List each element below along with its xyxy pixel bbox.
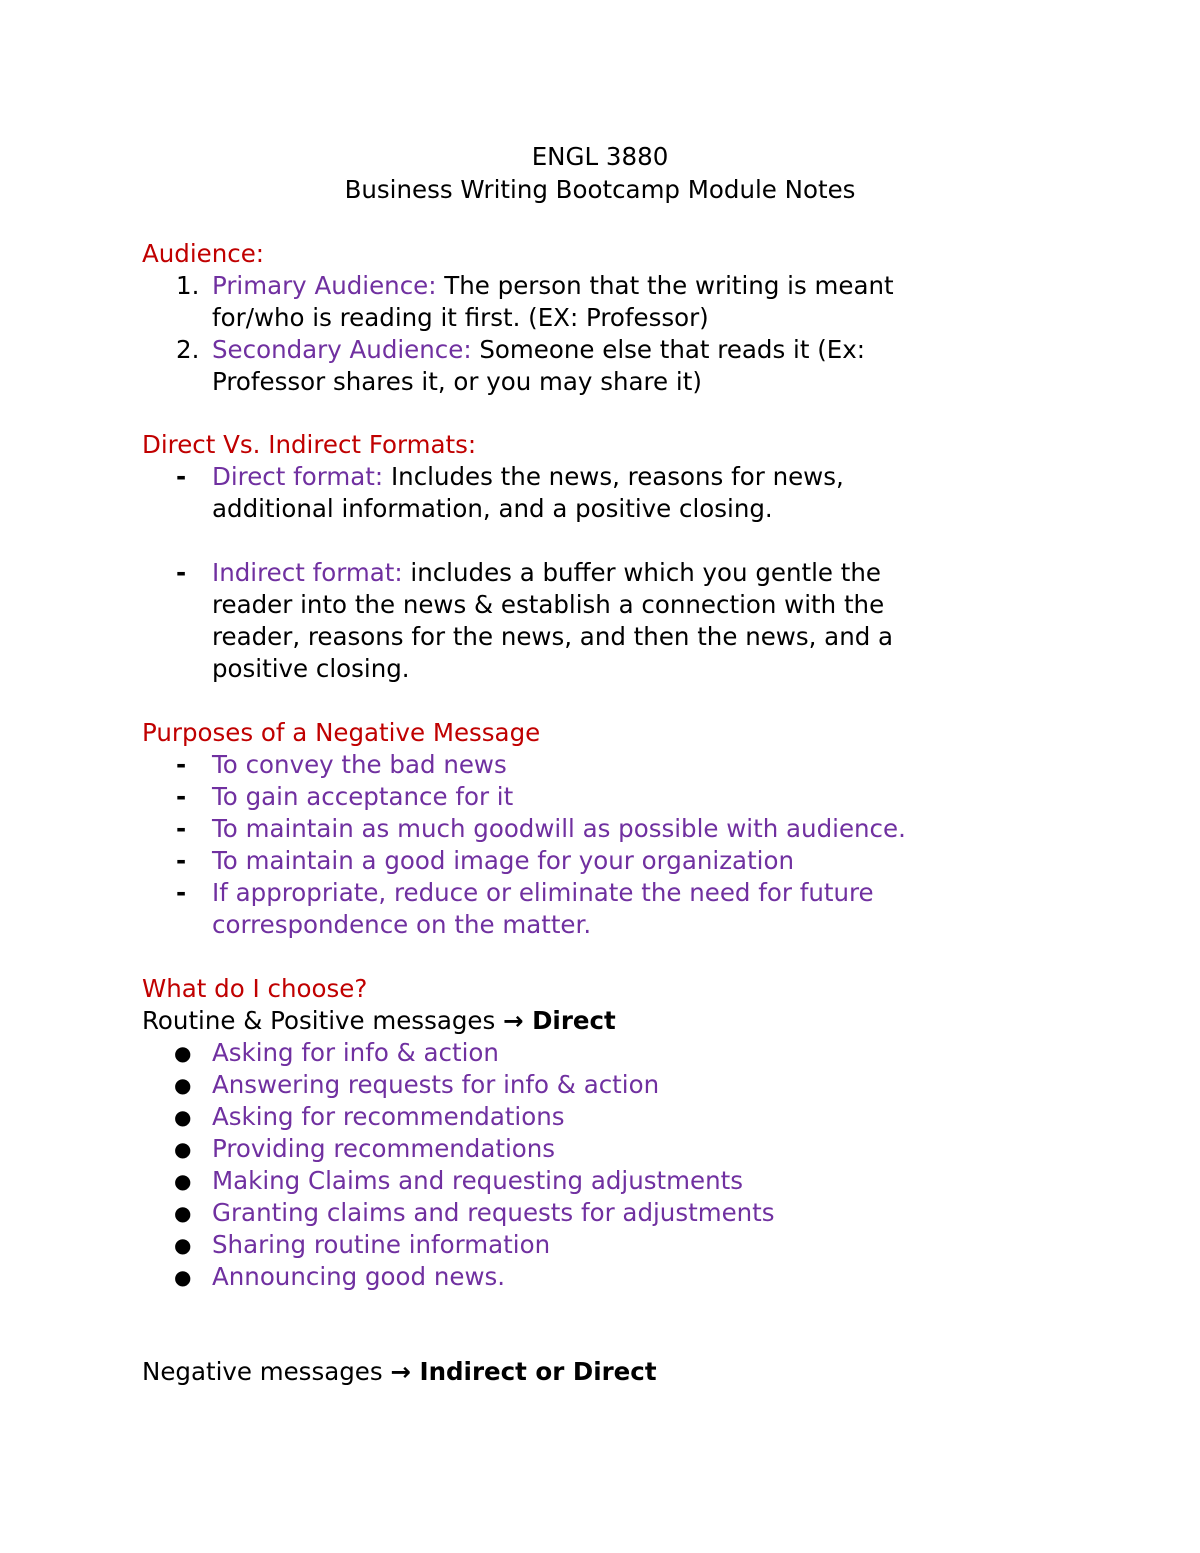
dash-bullet: - — [176, 462, 187, 491]
definition-text-continued: positive closing. — [212, 654, 410, 683]
definition-text-continued: reader, reasons for the news, and then the news, and a — [212, 622, 894, 651]
list-number: 2. — [176, 335, 200, 364]
arrow-right-icon: → — [503, 1006, 524, 1035]
term-secondary-audience: Secondary Audience: — [212, 335, 472, 364]
definition-text-continued: for/who is reading it first. (EX: Professor) — [212, 303, 709, 332]
bullet-icon: ● — [174, 1169, 192, 1193]
section-heading-formats: Direct Vs. Indirect Formats: — [142, 430, 477, 459]
direct-use-item: Announcing good news. — [212, 1262, 506, 1291]
term-indirect-format: Indirect format: — [212, 558, 403, 587]
bullet-icon: ● — [174, 1265, 192, 1289]
list-item-secondary-audience — [212, 334, 865, 366]
term-primary-audience: Primary Audience: — [212, 271, 437, 300]
bullet-icon: ● — [174, 1105, 192, 1129]
dash-bullet: - — [176, 846, 187, 875]
dash-bullet: - — [176, 814, 187, 843]
dash-bullet: - — [176, 782, 187, 811]
purpose-item-continued: correspondence on the matter. — [212, 910, 592, 939]
direct-use-item: Granting claims and requests for adjustments — [212, 1198, 775, 1227]
definition-text-continued: additional information, and a positive closing. — [212, 494, 773, 523]
definition-text-continued: Professor shares it, or you may share it) — [212, 367, 702, 396]
list-number: 1. — [176, 271, 200, 300]
arrow-right-icon: → — [390, 1357, 411, 1386]
negative-result: Indirect or Direct — [410, 1357, 657, 1386]
routine-label: Routine & Positive messages — [142, 1006, 504, 1035]
negative-label: Negative messages — [142, 1357, 391, 1386]
definition-text: includes a buffer which you gentle the — [402, 558, 881, 587]
direct-use-item: Providing recommendations — [212, 1134, 556, 1163]
bullet-icon: ● — [174, 1041, 192, 1065]
definition-text: Includes the news, reasons for news, — [383, 462, 844, 491]
purpose-item: To maintain a good image for your organization — [212, 846, 794, 875]
purpose-item: If appropriate, reduce or eliminate the need for future — [212, 878, 874, 907]
direct-use-item: Answering requests for info & action — [212, 1070, 660, 1099]
routine-result: Direct — [523, 1006, 616, 1035]
bullet-icon: ● — [174, 1073, 192, 1097]
section-heading-audience: Audience: — [142, 239, 265, 268]
list-item-indirect-format — [212, 557, 881, 589]
bullet-icon: ● — [174, 1201, 192, 1225]
definition-text: Someone else that reads it (Ex: — [471, 335, 866, 364]
dash-bullet: - — [176, 878, 187, 907]
bullet-icon: ● — [174, 1233, 192, 1257]
negative-messages-line — [142, 1356, 657, 1388]
list-item-primary-audience — [212, 270, 894, 302]
direct-use-item: Asking for info & action — [212, 1038, 499, 1067]
dash-bullet: - — [176, 750, 187, 779]
definition-text: The person that the writing is meant — [436, 271, 894, 300]
dash-bullet: - — [176, 558, 187, 587]
course-code: ENGL 3880 — [531, 142, 669, 171]
purpose-item: To gain acceptance for it — [212, 782, 514, 811]
section-heading-purposes: Purposes of a Negative Message — [142, 718, 541, 747]
direct-use-item: Asking for recommendations — [212, 1102, 565, 1131]
document-title: Business Writing Bootcamp Module Notes — [344, 175, 856, 204]
purpose-item: To maintain as much goodwill as possible with audience. — [212, 814, 906, 843]
purpose-item: To convey the bad news — [212, 750, 507, 779]
section-heading-choose: What do I choose? — [142, 974, 368, 1003]
bullet-icon: ● — [174, 1137, 192, 1161]
definition-text-continued: reader into the news & establish a connection with the — [212, 590, 885, 619]
term-direct-format: Direct format: — [212, 462, 384, 491]
routine-messages-line — [142, 1005, 616, 1037]
direct-use-item: Making Claims and requesting adjustments — [212, 1166, 743, 1195]
direct-use-item: Sharing routine information — [212, 1230, 551, 1259]
list-item-direct-format — [212, 461, 844, 493]
